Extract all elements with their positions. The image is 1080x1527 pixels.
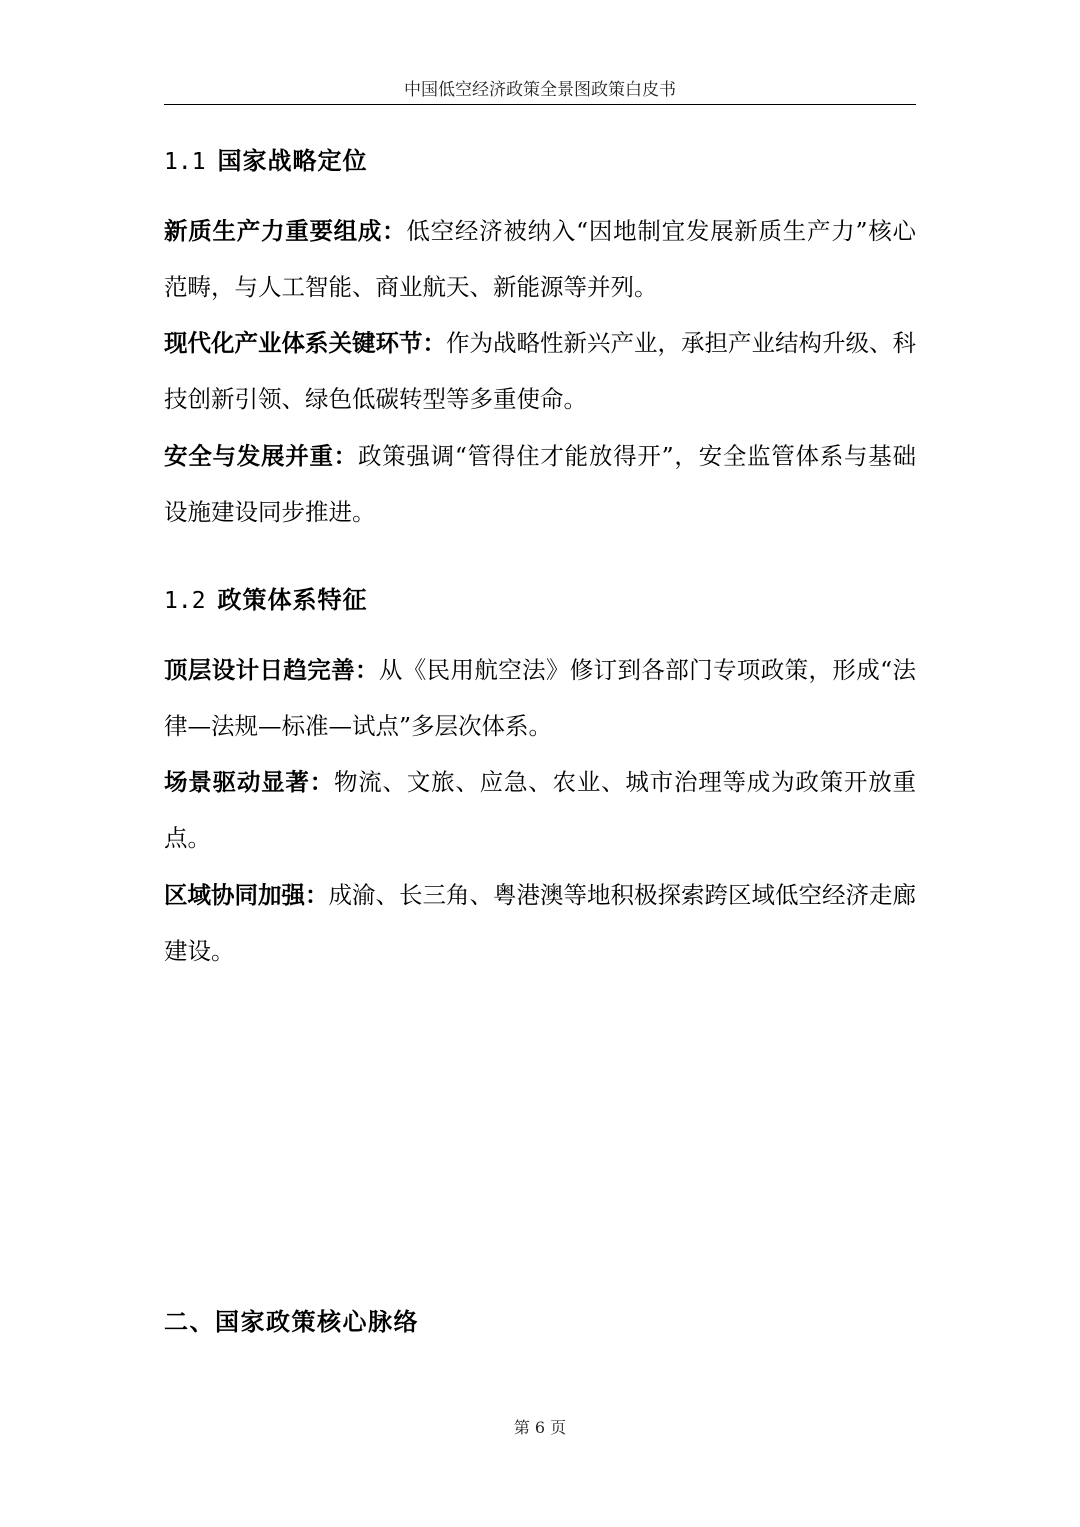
paragraph-lead: 顶层设计日趋完善： — [164, 656, 379, 684]
section-heading-1-1 — [164, 145, 368, 178]
paragraph-body: 成渝、长三角、粤港澳等地积极探索跨区域低空经济走廊建设。 — [164, 881, 916, 965]
paragraph-lead: 安全与发展并重： — [164, 442, 358, 470]
section-number: 1.2 — [164, 588, 206, 614]
paragraph-lead: 现代化产业体系关键环节： — [164, 329, 446, 357]
paragraph-lead: 新质生产力重要组成： — [164, 217, 407, 245]
paragraph-body: 作为战略性新兴产业，承担产业结构升级、科技创新引领、绿色低碳转型等多重使命。 — [164, 329, 916, 413]
header-divider — [164, 104, 916, 105]
section-number: 1.1 — [164, 149, 206, 175]
section-title: 政策体系特征 — [217, 586, 368, 614]
paragraph-lead: 区域协同加强： — [164, 881, 329, 909]
paragraph-body: 物流、文旅、应急、农业、城市治理等成为政策开放重点。 — [164, 768, 917, 852]
paragraph — [164, 867, 916, 979]
page-number: 第 6 页 — [513, 1418, 567, 1437]
paragraph-body: 政策强调“管得住才能放得开”，安全监管体系与基础设施建设同步推进。 — [164, 442, 917, 526]
section-heading-1-2 — [164, 584, 368, 617]
paragraph-lead: 场景驱动显著： — [164, 768, 334, 796]
paragraph — [164, 754, 916, 866]
paragraph — [164, 642, 916, 754]
running-header: 中国低空经济政策全景图政策白皮书 — [404, 80, 676, 100]
paragraph — [164, 428, 916, 540]
chapter-heading-2 — [164, 1306, 419, 1338]
section-title: 国家战略定位 — [217, 147, 368, 175]
paragraph-body: 从《民用航空法》修订到各部门专项政策，形成“法律—法规—标准—试点”多层次体系。 — [164, 656, 917, 740]
paragraph — [164, 315, 916, 427]
paragraph — [164, 203, 916, 315]
chapter-title: 二、国家政策核心脉络 — [164, 1308, 419, 1336]
paragraph-body: 低空经济被纳入“因地制宜发展新质生产力”核心范畴，与人工智能、商业航天、新能源等并列。 — [164, 217, 917, 301]
